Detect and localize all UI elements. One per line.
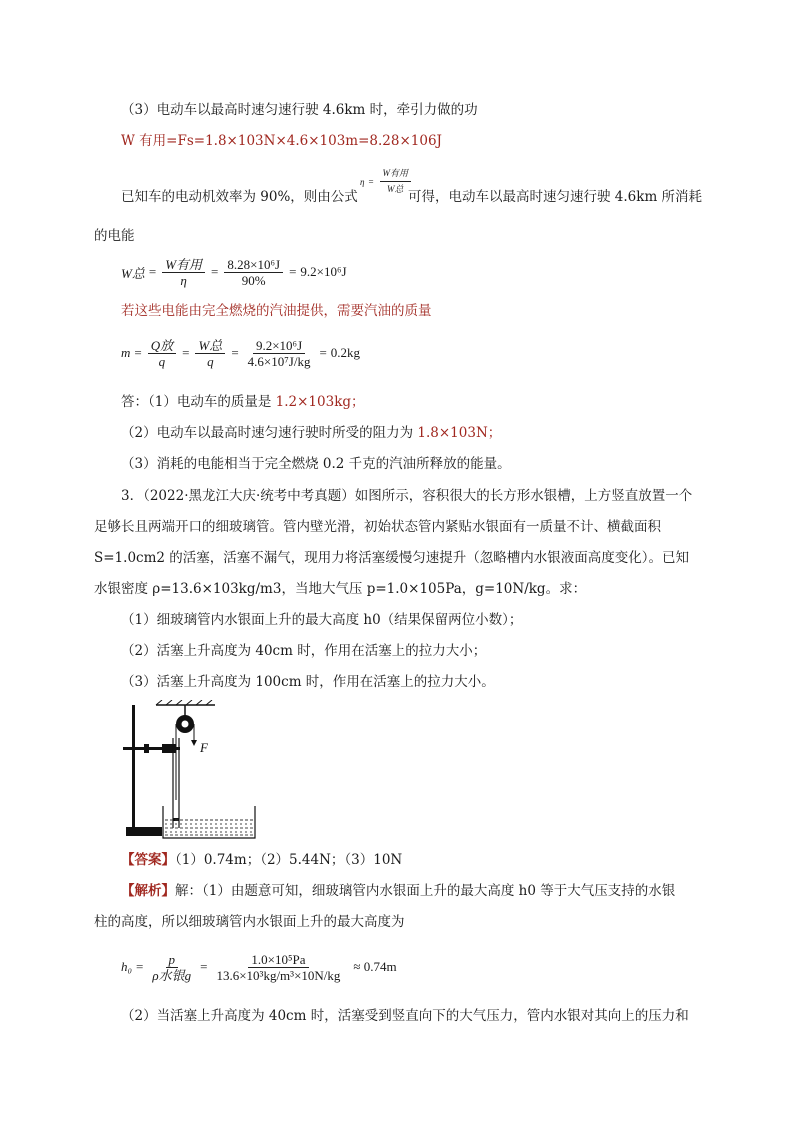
h0-formula: h₀ = $\frac{p}{\text{ρ水银g}}$ = $\frac{\text{1.0×10⁵Pa}}{\text{13.6×10³kg/m³×10N/kg}}$ ≈ 0.74m <box>121 951 397 983</box>
stand-base <box>126 827 162 836</box>
q3-line-2: 足够长且两端开口的细玻璃管。管内壁光滑，初始状态管内紧贴水银面有一质量不计、横截面积 <box>94 519 661 535</box>
mass-formula: m = $\frac{\text{Q放}}{q}$ = $\frac{\text{W总}}{q}$ = $\frac{\text{9.2×10⁶J}}{\text{4.6×10⁷J/kg}}$ = 0.2kg <box>121 337 361 369</box>
analysis-line-2: 柱的高度，所以细玻璃管内水银面上升的最大高度为 <box>94 914 405 930</box>
answer-2: （2）电动车以最高时速匀速行驶时所受的阻力为 1.8×103N； <box>121 425 502 441</box>
answer-3: （3）消耗的电能相当于完全燃烧 0.2 千克的汽油所释放的能量。 <box>121 456 511 472</box>
q3-part-2: （2）活塞上升高度为 40cm 时，作用在活塞上的拉力大小； <box>121 643 487 659</box>
eff-line2: 的电能 <box>94 228 135 244</box>
answer-line: 【答案】（1）0.74m；（2）5.44N；（3）10N <box>121 852 403 868</box>
answer-tag: 【答案】 <box>121 852 175 868</box>
q3-line-1: 3．（2022·黑龙江大庆·统考中考真题）如图所示，容积很大的长方形水银槽，上方竖直放置一个 <box>121 488 693 504</box>
answer-1: 答：（1）电动车的质量是 1.2×103kg； <box>121 394 365 410</box>
q3-line-3: S=1.0cm2 的活塞，活塞不漏气，现用力将活塞缓慢匀速提升（忽略槽内水银液面高度变化）。已知 <box>94 550 690 566</box>
mercury-trough <box>163 806 255 838</box>
w-total-formula: W总 = $\frac{\text{W有用}}{\eta}$ = $\frac{\text{8.28×10⁶J}}{90\%}$ = 9.2×10⁶J <box>121 256 347 288</box>
q3-line-4: 水银密度 ρ=13.6×103kg/m3，当地大气压 p=1.0×105Pa，g=10N/kg。求： <box>94 581 587 597</box>
w-useful-calc: W 有用=Fs=1.8×103N×4.6×103m=8.28×106J <box>121 133 442 149</box>
analysis-line-3: （2）当活塞上升高度为 40cm 时，活塞受到竖直向下的大气压力，管内水银对其向上的压力和 <box>121 1008 689 1024</box>
stand-rod <box>132 705 135 829</box>
analysis-tag: 【解析】 <box>121 883 175 899</box>
force-label: F <box>200 740 208 755</box>
p3-intro: （3）电动车以最高时速匀速行驶 4.6km 时，牵引力做的功 <box>121 102 478 118</box>
q3-part-3: （3）活塞上升高度为 100cm 时，作用在活塞上的拉力大小。 <box>121 674 495 690</box>
apparatus-figure <box>120 700 270 842</box>
eff-pre: 已知车的电动机效率为 90%，则由公式 <box>121 189 358 205</box>
fuel-intro: 若这些电能由完全燃烧的汽油提供，需要汽油的质量 <box>121 303 432 319</box>
mercury <box>165 820 253 835</box>
force-arrow <box>191 740 197 746</box>
eta-formula: η = $\frac{\text{W有用}}{\text{W总}}$ <box>360 166 413 197</box>
eff-post: 可得，电动车以最高时速匀速行驶 4.6km 所消耗 <box>408 189 703 205</box>
q3-part-1: （1）细玻璃管内水银面上升的最大高度 h0（结果保留两位小数）； <box>121 612 523 628</box>
analysis-line-1: 【解析】解：（1）由题意可知，细玻璃管内水银面上升的最大高度 h0 等于大气压支持的水银 <box>121 883 676 899</box>
